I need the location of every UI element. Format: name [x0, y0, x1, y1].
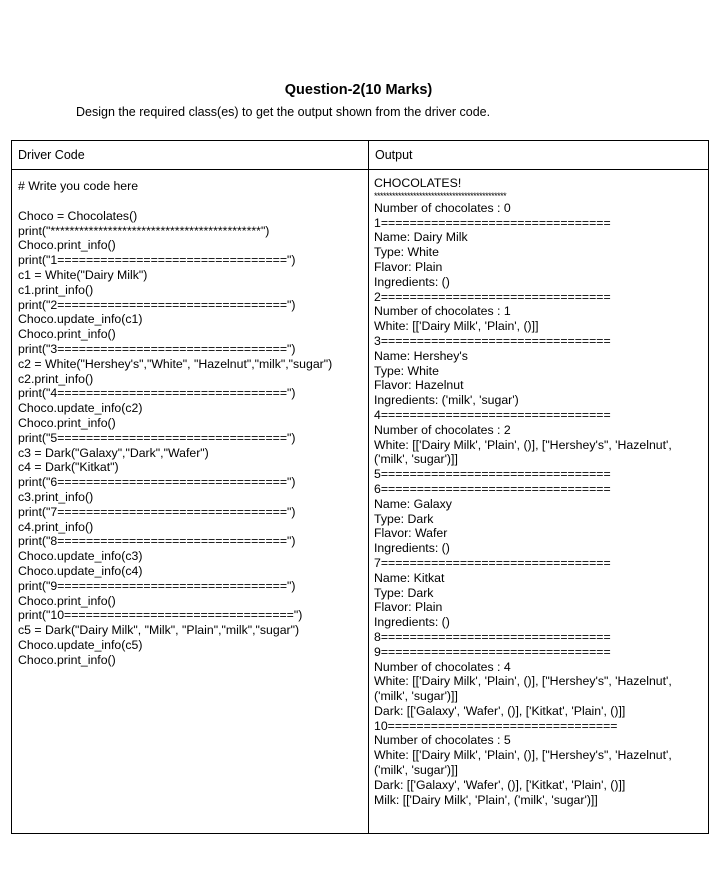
output-line: Name: Kitkat — [374, 570, 445, 585]
code-line: Choco.update_info(c5) — [18, 637, 143, 652]
output-line: Ingredients: () — [374, 615, 450, 630]
code-line: Choco.print_info() — [18, 652, 116, 667]
output-line: Flavor: Wafer — [374, 526, 448, 541]
code-line: c2 = White("Hershey's","White", "Hazelnut","milk","sugar") — [18, 356, 333, 371]
code-line: Choco.print_info() — [18, 327, 116, 342]
output-line: Number of chocolates : 5 — [374, 733, 511, 748]
output-line: Ingredients: () — [374, 541, 450, 556]
code-line: print("5================================") — [18, 430, 296, 445]
output-cell — [369, 170, 709, 834]
output-line: 1================================ — [374, 215, 611, 230]
output-line: Flavor: Plain — [374, 600, 443, 615]
output-line: ('milk', 'sugar')]] — [374, 763, 458, 778]
code-line: print("1================================") — [18, 253, 296, 268]
output-line: Dark: [['Galaxy', 'Wafer', ()], ['Kitkat', 'Plain', ()]] — [374, 777, 626, 792]
output-line: Number of chocolates : 0 — [374, 200, 511, 215]
code-line: Choco.print_info() — [18, 593, 116, 608]
code-line — [18, 194, 368, 209]
output-line: 6================================ — [374, 481, 611, 496]
code-line: c3 = Dark("Galaxy","Dark","Wafer") — [18, 445, 209, 460]
output-line: White: [['Dairy Milk', 'Plain', ()], ["Hershey's", 'Hazelnut', — [374, 437, 672, 452]
output-line: Type: Dark — [374, 511, 434, 526]
code-line: print("4================================") — [18, 386, 296, 401]
output-line: CHOCOLATES! — [374, 176, 462, 190]
code-line: c2.print_info() — [18, 371, 94, 386]
code-line: print("7================================") — [18, 504, 296, 519]
code-line: Choco.print_info() — [18, 238, 116, 253]
code-line: # Write you code here — [18, 179, 139, 193]
output-line: White: [['Dairy Milk', 'Plain', ()], ["Hershey's", 'Hazelnut', — [374, 674, 672, 689]
code-line: print("2================================") — [18, 297, 296, 312]
output-line: 5================================ — [374, 467, 611, 482]
code-line: c1 = White("Dairy Milk") — [18, 267, 148, 282]
driver-code-block — [18, 179, 368, 668]
question-table — [11, 140, 709, 834]
output-line: ******************************************** — [374, 190, 507, 201]
output-line: Name: Hershey's — [374, 348, 468, 363]
question-title: Question-2(10 Marks) — [284, 82, 433, 98]
output-line: ('milk', 'sugar')]] — [374, 452, 458, 467]
output-line: ('milk', 'sugar')]] — [374, 689, 458, 704]
code-line: print("3================================") — [18, 341, 296, 356]
output-line: Number of chocolates : 2 — [374, 422, 511, 437]
code-line: print("********************************************") — [18, 223, 270, 238]
output-header: Output — [369, 141, 709, 170]
output-block — [374, 176, 708, 807]
table-body-row — [12, 170, 709, 834]
output-line: 8================================ — [374, 629, 611, 644]
output-line: Dark: [['Galaxy', 'Wafer', ()], ['Kitkat', 'Plain', ()]] — [374, 703, 626, 718]
code-line: Choco = Chocolates() — [18, 208, 138, 223]
code-line: print("10================================") — [18, 608, 303, 623]
output-line: 3================================ — [374, 333, 611, 348]
output-line: White: [['Dairy Milk', 'Plain', ()]] — [374, 319, 539, 334]
code-line: Choco.update_info(c3) — [18, 549, 143, 564]
code-line: print("9================================") — [18, 578, 296, 593]
driver-code-cell — [12, 170, 369, 834]
code-line: c4 = Dark("Kitkat") — [18, 460, 119, 475]
output-line: 4================================ — [374, 407, 611, 422]
output-line: Type: White — [374, 363, 439, 378]
output-line: Type: Dark — [374, 585, 434, 600]
driver-code-header: Driver Code — [12, 141, 369, 170]
code-line: c5 = Dark("Dairy Milk", "Milk", "Plain","milk","sugar") — [18, 623, 300, 638]
output-line: Ingredients: ('milk', 'sugar') — [374, 393, 519, 408]
code-line: print("6================================") — [18, 475, 296, 490]
code-line: print("8================================") — [18, 534, 296, 549]
table-header-row — [12, 141, 709, 170]
output-line: 9================================ — [374, 644, 611, 659]
code-line: c3.print_info() — [18, 489, 94, 504]
code-line: c4.print_info() — [18, 519, 94, 534]
output-line: White: [['Dairy Milk', 'Plain', ()], ["Hershey's", 'Hazelnut', — [374, 748, 672, 763]
code-line: Choco.update_info(c4) — [18, 563, 143, 578]
output-line: Number of chocolates : 1 — [374, 304, 511, 319]
output-line: Name: Galaxy — [374, 496, 452, 511]
output-line: Flavor: Hazelnut — [374, 378, 464, 393]
output-line: Flavor: Plain — [374, 259, 443, 274]
question-instruction: Design the required class(es) to get the output shown from the driver code. — [76, 105, 491, 119]
code-line: Choco.update_info(c2) — [18, 401, 143, 416]
output-line: Name: Dairy Milk — [374, 230, 468, 245]
output-line: Ingredients: () — [374, 274, 450, 289]
code-line: c1.print_info() — [18, 282, 94, 297]
output-line: 7================================ — [374, 555, 611, 570]
output-line: Number of chocolates : 4 — [374, 659, 511, 674]
output-line: Type: White — [374, 245, 439, 260]
code-line: Choco.print_info() — [18, 415, 116, 430]
output-line: 10================================ — [374, 718, 618, 733]
output-line: 2================================ — [374, 289, 611, 304]
code-line: Choco.update_info(c1) — [18, 312, 143, 327]
output-line: Milk: [['Dairy Milk', 'Plain', ('milk', 'sugar')]] — [374, 792, 598, 807]
